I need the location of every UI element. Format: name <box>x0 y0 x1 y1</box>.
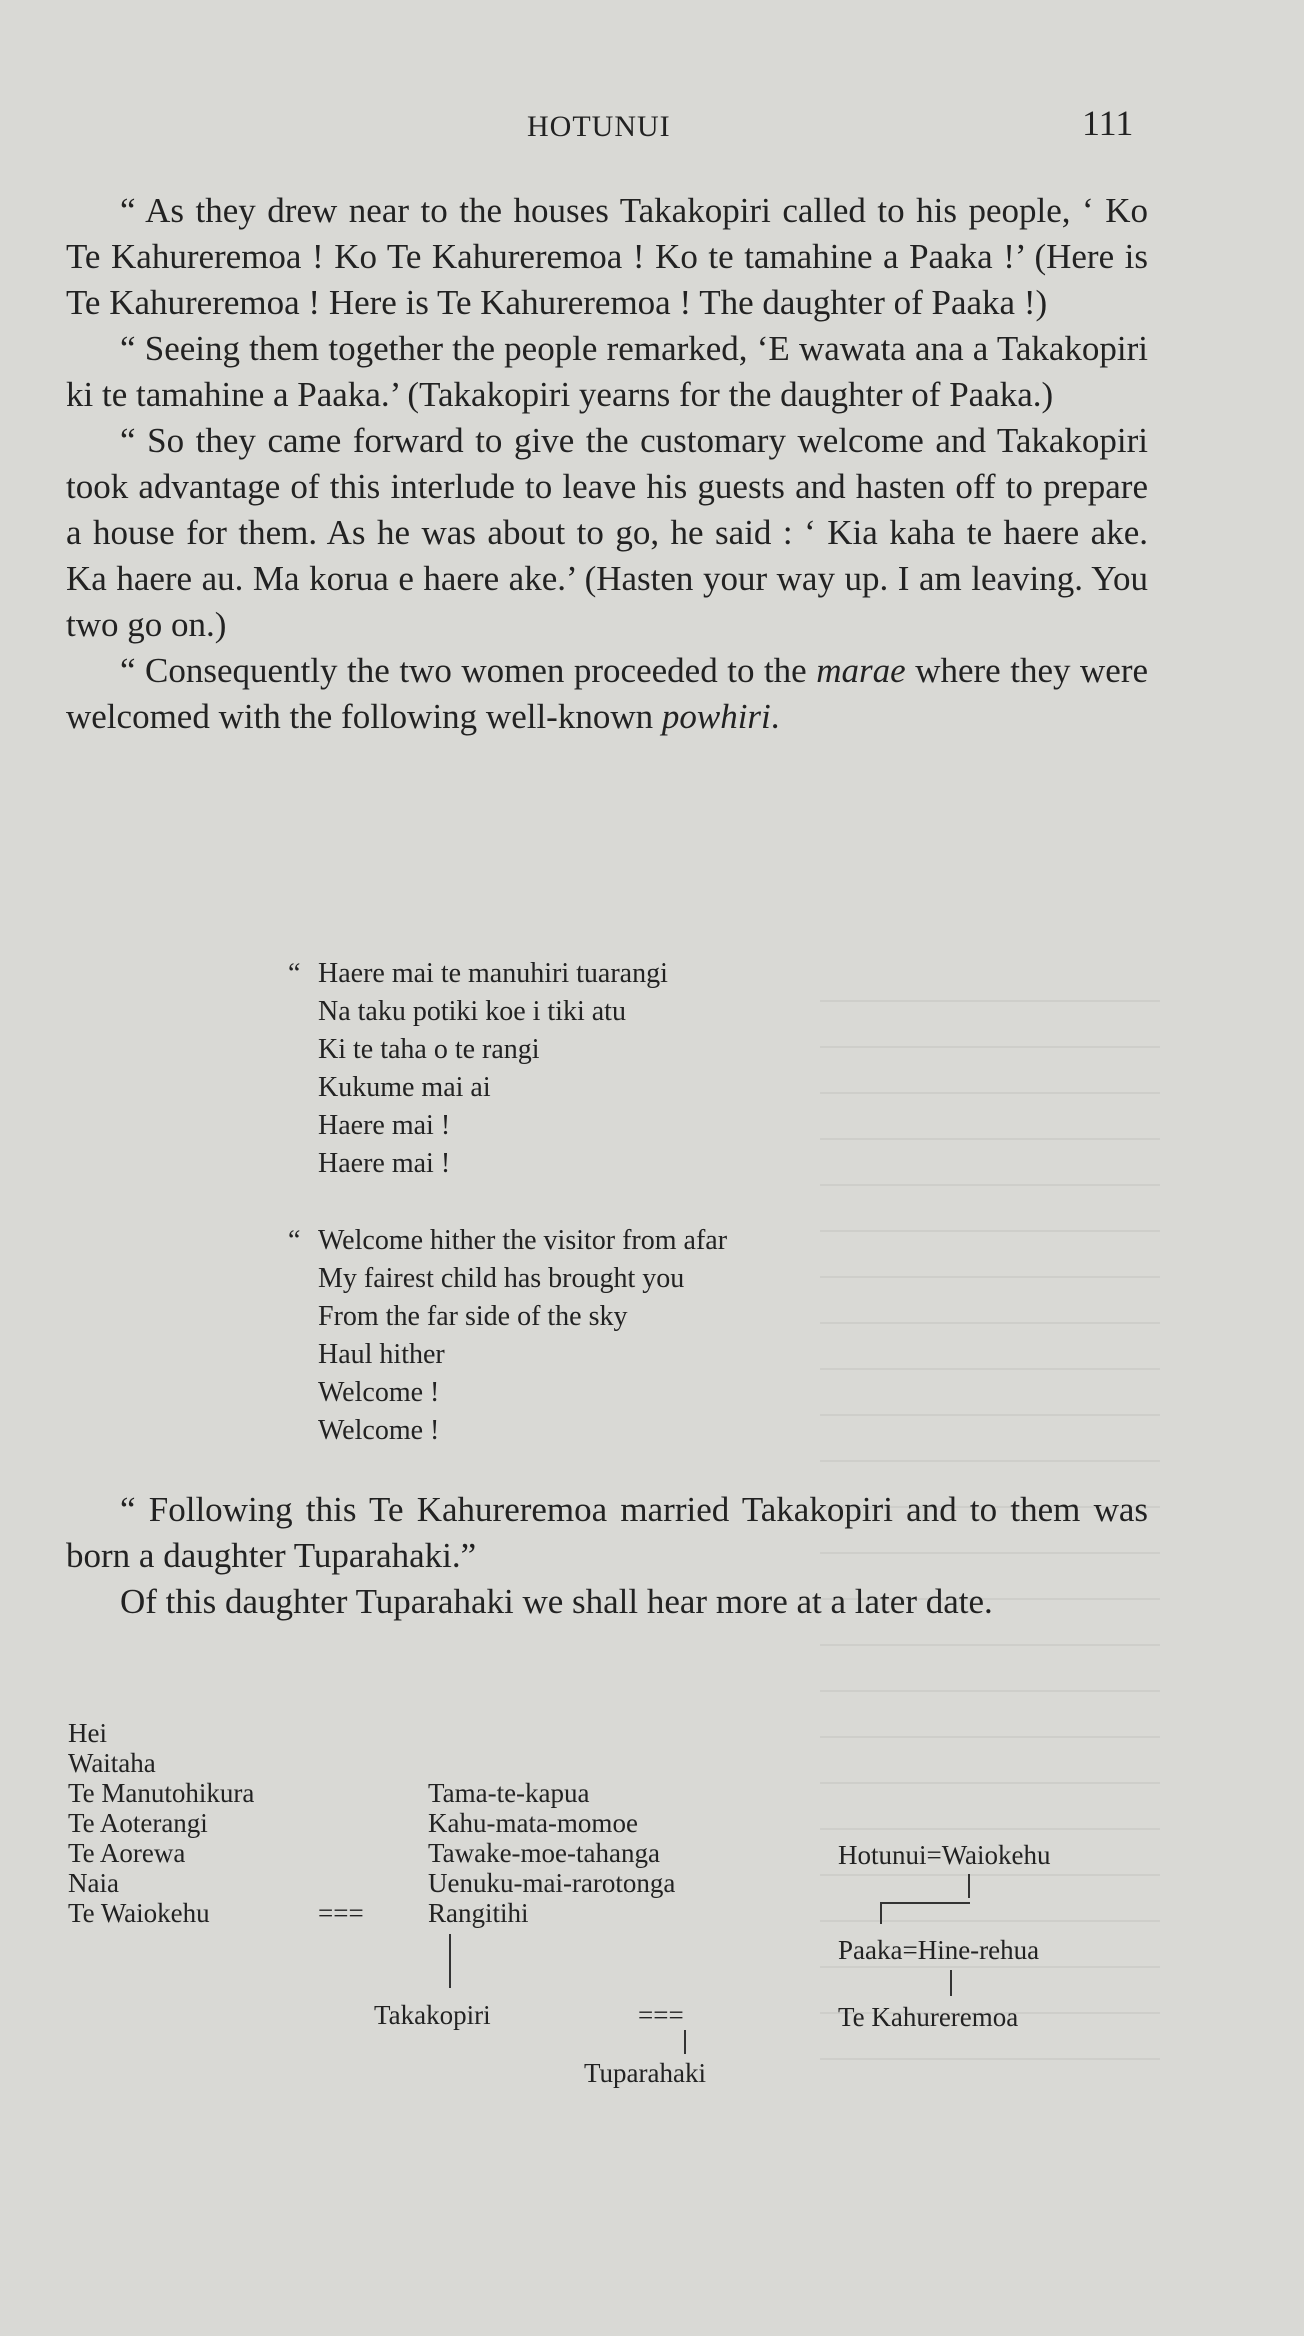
ancestor-name: Tawake-moe-tahanga <box>428 1838 660 1868</box>
running-title: HOTUNUI <box>527 110 671 143</box>
verse-quote-mark: “ <box>288 958 301 989</box>
paragraph-text: . <box>770 697 780 736</box>
ancestor-name: Te Kahureremoa <box>838 2002 1019 2032</box>
verse-line: Welcome hither the visitor from afar <box>318 1225 728 1256</box>
verse-line: Kukume mai ai <box>318 1072 491 1103</box>
italic-term-powhiri: powhiri <box>661 697 771 736</box>
page-number: 111 <box>1082 103 1134 143</box>
ancestor-name: Rangitihi <box>428 1898 529 1928</box>
ancestor-name: Tuparahaki <box>584 2058 706 2088</box>
ancestor-name: Naia <box>68 1868 119 1898</box>
verse-line: Haere mai te manuhiri tuarangi <box>318 958 668 989</box>
ancestor-name: Te Waiokehu <box>68 1898 210 1928</box>
paragraph <box>66 648 1148 740</box>
descent-line <box>968 1874 970 1898</box>
ancestor-name: Kahu-mata-momoe <box>428 1808 638 1838</box>
paragraph: “ Seeing them together the people remarked, ‘E wawata ana a Takakopiri ki te tamahine a Paaka.’ (Takakopiri yearns for the daughter of Paaka.) <box>66 329 1148 414</box>
connector-line <box>880 1902 970 1904</box>
paragraph: “ So they came forward to give the customary welcome and Takakopiri took advantage of this interlude to leave his guests and hasten off to prepare a house for them. As he was about to go, he said : ‘ Kia kaha te haere ake. Ka haere au. Ma korua e haere ake.’ (Hasten your way up. I am leaving. You two go on.) <box>66 421 1148 644</box>
genealogy-middle-column <box>428 1778 675 1928</box>
verse-maori <box>288 955 668 1183</box>
verse-line: Haere mai ! <box>318 1110 451 1141</box>
ancestor-name: Te Aoterangi <box>68 1808 208 1838</box>
ancestor-name: Uenuku-mai-rarotonga <box>428 1868 676 1898</box>
marriage-symbol: === <box>638 2000 684 2030</box>
descent-line <box>449 1934 451 1988</box>
verse-line: Welcome ! <box>318 1377 440 1408</box>
ancestor-name: Hotunui=Waiokehu <box>838 1840 1051 1870</box>
verse-line: Welcome ! <box>318 1415 440 1446</box>
descent-line <box>684 2030 686 2054</box>
ancestor-name: Waitaha <box>68 1748 156 1778</box>
ancestor-name: Takakopiri <box>374 2000 491 2030</box>
verse-line: Haere mai ! <box>318 1148 451 1179</box>
marriage-symbol: === <box>318 1898 364 1928</box>
verse-line: My fairest child has brought you <box>318 1263 685 1294</box>
verse-quote-mark: “ <box>288 1225 301 1256</box>
paragraph: “ As they drew near to the houses Takakopiri called to his people, ‘ Ko Te Kahureremoa ! Ko Te Kahureremoa ! Ko te tamahine a Paaka !’ (Here is Te Kahureremoa ! Here is Te Kahureremoa ! The daughter of Paaka !) <box>66 191 1148 322</box>
italic-term-marae: marae <box>816 651 906 690</box>
genealogy-left-column <box>68 1718 254 1928</box>
body-text <box>66 188 1148 740</box>
ancestor-name: Te Aorewa <box>68 1838 186 1868</box>
ancestor-name: Tama-te-kapua <box>428 1778 590 1808</box>
verse-line: From the far side of the sky <box>318 1301 628 1332</box>
paragraph-text: where they were welcomed with the following well-known <box>66 651 1149 736</box>
paragraph: Of this daughter Tuparahaki we shall hear more at a later date. <box>120 1582 993 1621</box>
ancestor-name: Paaka=Hine-rehua <box>838 1935 1040 1965</box>
descent-line <box>880 1902 882 1924</box>
closing-text <box>66 1487 1148 1625</box>
verse-line: Ki te taha o te rangi <box>318 1034 540 1065</box>
verse-line: Na taku potiki koe i tiki atu <box>318 996 626 1027</box>
verse-line: Haul hither <box>318 1339 445 1370</box>
verse-english <box>288 1222 727 1450</box>
descent-line <box>950 1970 952 1996</box>
paragraph: “ Following this Te Kahureremoa married Takakopiri and to them was born a daughter Tuparahaki.” <box>66 1490 1148 1575</box>
paragraph-text: “ Consequently the two women proceeded to the <box>120 651 817 690</box>
ancestor-name: Te Manutohikura <box>68 1778 255 1808</box>
ancestor-name: Hei <box>68 1718 107 1748</box>
